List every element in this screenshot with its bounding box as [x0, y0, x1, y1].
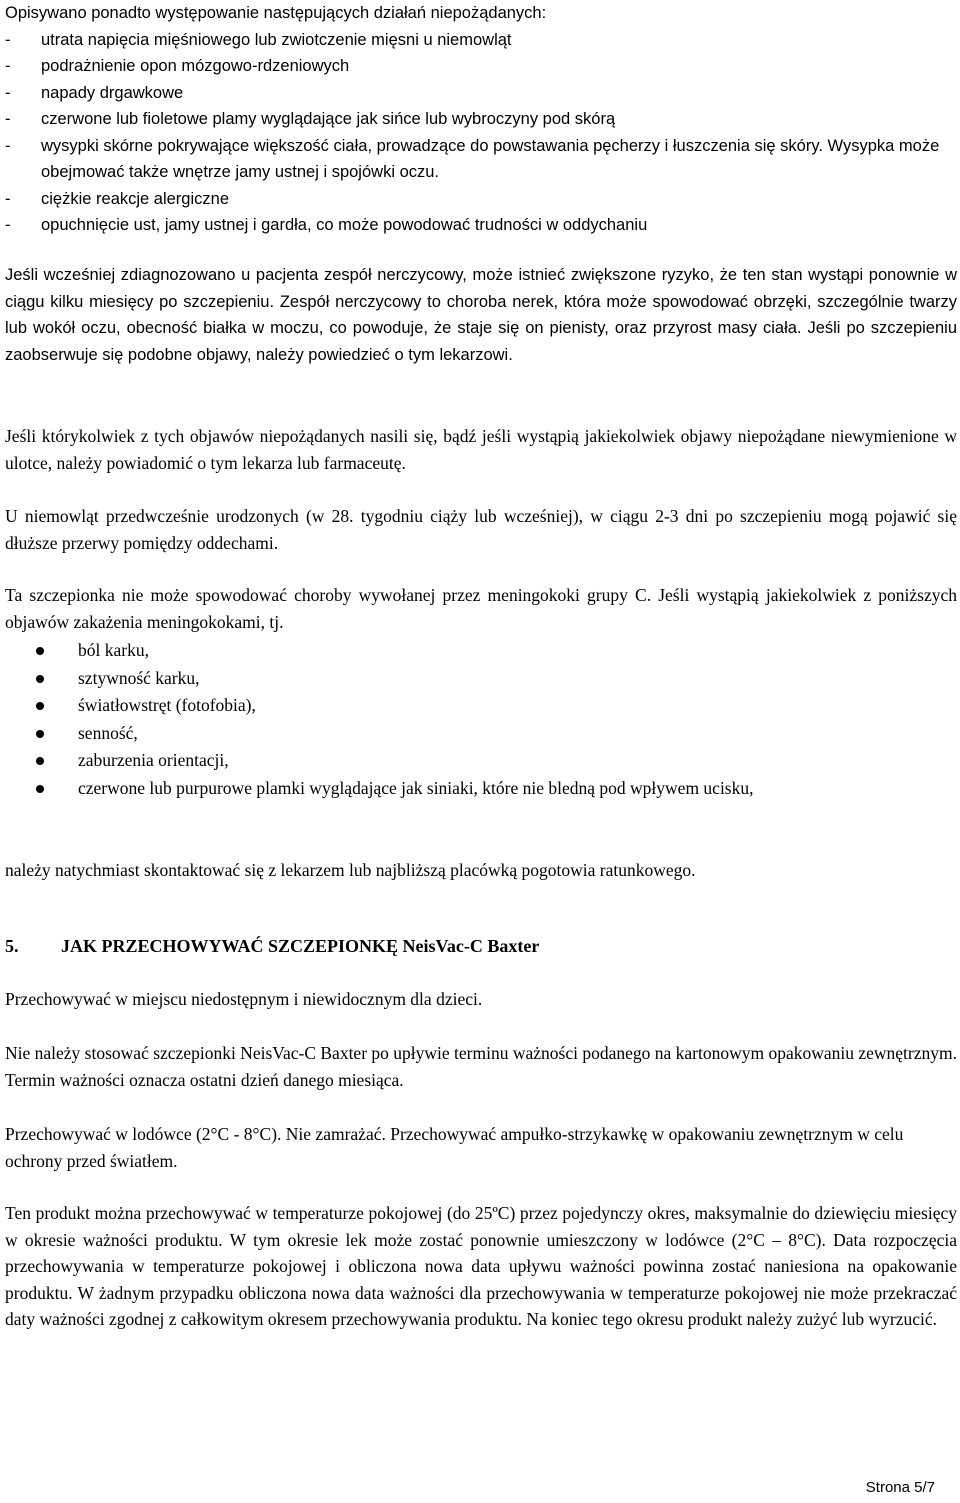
list-dash: - — [5, 216, 11, 234]
section-5-heading — [5, 933, 957, 960]
list-item: zaburzenia orientacji, — [5, 747, 957, 775]
list-dash: - — [5, 136, 11, 155]
list-item: światłowstręt (fotofobia), — [5, 692, 957, 720]
bullet-icon — [36, 757, 44, 765]
list-item: czerwone lub purpurowe plamki wyglądające jak siniaki, które nie bledną pod wpływem ucisku, — [5, 775, 957, 803]
list-item: - utrata napięcia mięśniowego lub zwiotczenie mięsni u niemowląt — [5, 27, 957, 54]
list-item: - czerwone lub fioletowe plamy wyglądające jak sińce lub wybroczyny pod skórą — [5, 106, 957, 133]
list-dash: - — [5, 110, 11, 128]
bullet-icon — [36, 730, 44, 738]
meningitis-action: należy natychmiast skontaktować się z lekarzem lub najbliższą placówką pogotowia ratunkowego. — [5, 860, 696, 880]
meningitis-intro: Ta szczepionka nie może spowodować choroby wywołanej przez meningokoki grupy C. Jeśli wystąpią jakiekolwiek z poniższych objawów zakażenia meningokokami, tj. — [5, 585, 957, 632]
report-paragraph: Jeśli którykolwiek z tych objawów niepożądanych nasili się, bądź jeśli wystąpią jakiekolwiek objawy niepożądane niewymienione w ulotce, należy powiadomić o tym lekarza lub farmaceutę. — [5, 426, 957, 473]
side-effects-list — [5, 27, 957, 239]
list-item: - wysypki skórne pokrywające większość ciała, prowadzące do powstawania pęcherzy i łuszczenia się skóry. Wysypka może obejmować także wnętrze jamy ustnej i spojówki oczu. — [5, 133, 957, 186]
section-title: JAK PRZECHOWYWAĆ SZCZEPIONKĘ NeisVac-C Baxter — [61, 936, 540, 956]
list-dash: - — [5, 189, 11, 208]
list-item: - napady drgawkowe — [5, 80, 957, 107]
list-item: - ciężkie reakcje alergiczne — [5, 186, 957, 213]
list-item: sztywność karku, — [5, 665, 957, 693]
bullet-icon — [36, 647, 44, 655]
list-dash: - — [5, 57, 11, 75]
list-dash: - — [5, 30, 11, 49]
bullet-icon — [36, 702, 44, 710]
list-item: - opuchnięcie ust, jamy ustnej i gardła, co może powodować trudności w oddychaniu — [5, 212, 957, 239]
bullet-icon — [36, 785, 44, 793]
premature-paragraph: U niemowląt przedwcześnie urodzonych (w 28. tygodniu ciąży lub wcześniej), w ciągu 2-3 dni po szczepieniu mogą pojawić się dłuższe przerwy pomiędzy oddechami. — [5, 506, 957, 553]
side-effects-section — [5, 0, 957, 239]
bullet-icon — [36, 675, 44, 683]
side-effects-intro: Opisywano ponadto występowanie następujących działań niepożądanych: — [5, 4, 547, 22]
list-item: ból karku, — [5, 637, 957, 665]
page-number: Strona 5/7 — [865, 1479, 935, 1496]
storage-expiry: Nie należy stosować szczepionki NeisVac-C Baxter po upływie terminu ważności podanego na kartonowym opakowaniu zewnętrznym. Termin ważności oznacza ostatni dzień danego miesiąca. — [5, 1043, 957, 1090]
storage-children: Przechowywać w miejscu niedostępnym i niewidocznym dla dzieci. — [5, 989, 483, 1009]
list-item: - podrażnienie opon mózgowo-rdzeniowych — [5, 53, 957, 80]
list-dash: - — [5, 83, 11, 102]
storage-fridge: Przechowywać w lodówce (2°C - 8°C). Nie zamrażać. Przechowywać ampułko-strzykawkę w opakowaniu zewnętrznym w celu ochrony przed światłem. — [5, 1124, 904, 1171]
meningitis-symptoms-list — [5, 637, 957, 802]
list-item: senność, — [5, 720, 957, 748]
section-number: 5. — [5, 936, 19, 956]
storage-room-temperature: Ten produkt można przechowywać w temperaturze pokojowej (do 25ºC) przez pojedynczy okres, maksymalnie do dziewięciu miesięcy w okresie ważności produktu. W tym okresie lek może zostać ponownie umieszczony w lodówce (2°C – 8°C). Data rozpoczęcia przechowywania w temperaturze pokojowej i obliczona nowa data upływu ważności powinna zostać naniesiona na opakowanie produktu. W żadnym przypadku obliczona nowa data ważności dla przechowywania w temperaturze pokojowej nie może przekraczać daty ważności zgodnej z całkowitym okresem przechowywania produktu. Na koniec tego okresu produkt należy zużyć lub wyrzucić. — [5, 1203, 957, 1329]
nephrotic-paragraph: Jeśli wcześniej zdiagnozowano u pacjenta zespół nerczycowy, może istnieć zwiększone ryzyko, że ten stan wystąpi ponownie w ciągu kilku miesięcy po szczepieniu. Zespół nerczycowy to choroba nerek, która może spowodować obrzęki, szczególnie twarzy lub wokół oczu, obecność białka w moczu, co powoduje, że staje się on pienisty, oraz przyrost masy ciała. Jeśli po szczepieniu zaobserwuje się podobne objawy, należy powiedzieć o tym lekarzowi. — [5, 266, 957, 364]
